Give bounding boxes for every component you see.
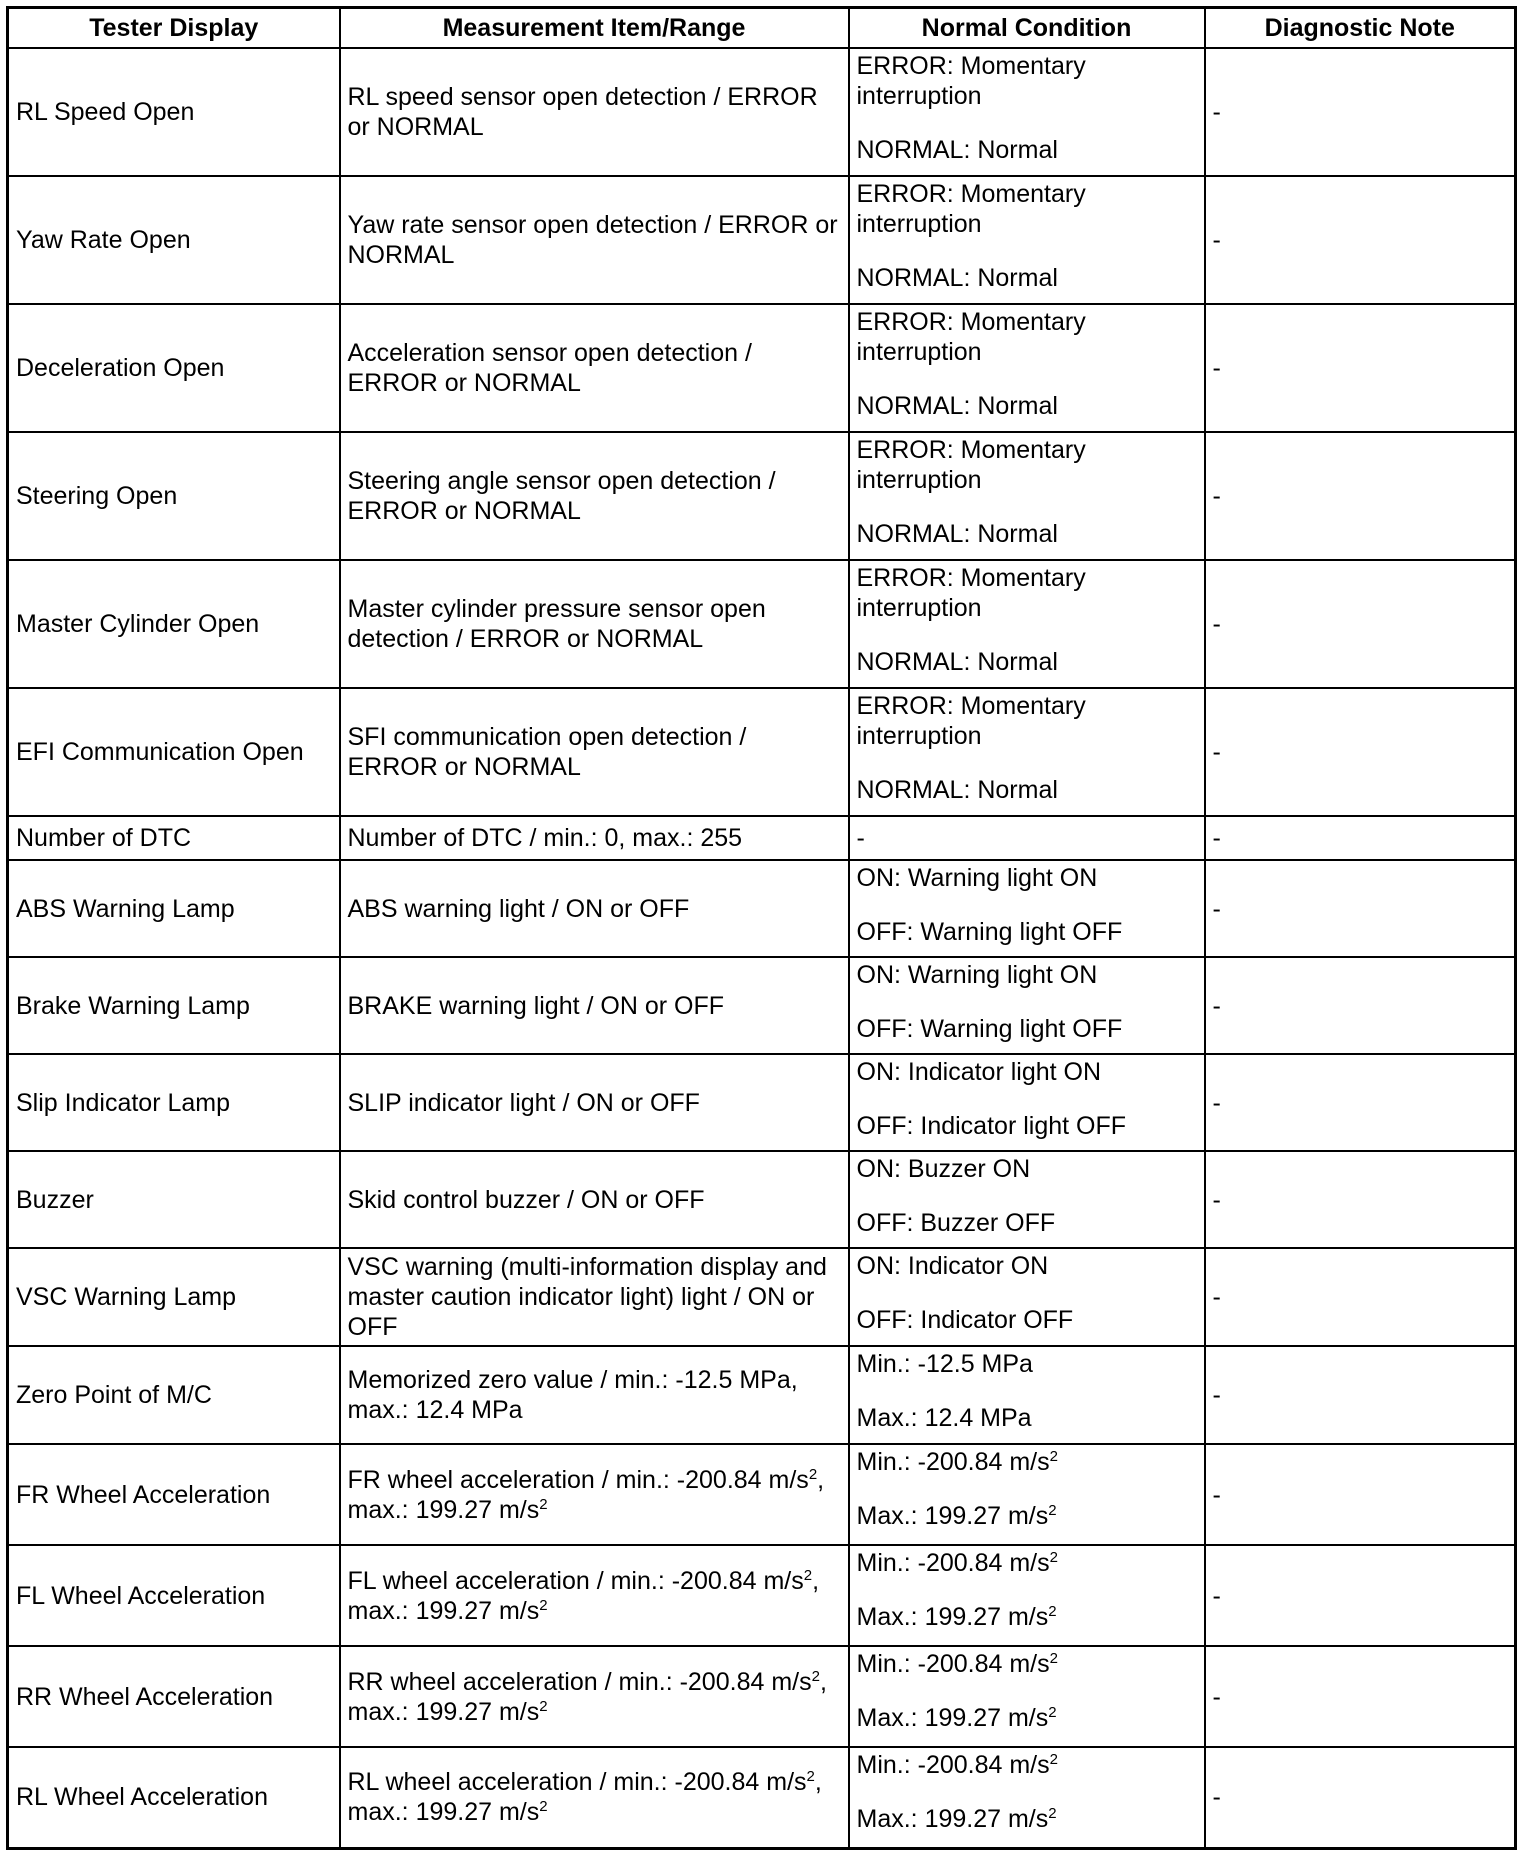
normal-condition-cell (849, 560, 1205, 688)
diagnostic-note-cell: - (1205, 1545, 1516, 1646)
diagnostic-note-cell: - (1205, 560, 1516, 688)
diagnostic-note-cell: - (1205, 1747, 1516, 1848)
normal-condition-cell (849, 1054, 1205, 1151)
table-row (8, 1747, 1516, 1848)
tester-display-cell: Slip Indicator Lamp (8, 1054, 340, 1151)
normal-condition-cell (849, 176, 1205, 304)
measurement-item-cell: Number of DTC / min.: 0, max.: 255 (340, 816, 849, 860)
measurement-item-cell: RL wheel acceleration / min.: -200.84 $m/s^2$, max.: 199.27 $m/s^2$ (340, 1747, 849, 1848)
condition-line: ON: Buzzer ON (856, 1155, 1031, 1183)
tester-display-cell: FR Wheel Acceleration (8, 1444, 340, 1545)
table-row (8, 688, 1516, 816)
tester-display-cell: Deceleration Open (8, 304, 340, 432)
measurement-item-cell: Skid control buzzer / ON or OFF (340, 1151, 849, 1248)
condition-line: ERROR: Momentary interruption (856, 52, 1086, 110)
diagnostic-note-cell: - (1205, 860, 1516, 957)
table-row (8, 1054, 1516, 1151)
table-row (8, 1646, 1516, 1747)
normal-condition-cell (849, 48, 1205, 176)
condition-line: NORMAL: Normal (856, 776, 1058, 804)
tester-display-cell: VSC Warning Lamp (8, 1248, 340, 1346)
normal-condition-cell (849, 1444, 1205, 1545)
condition-line: ERROR: Momentary interruption (856, 564, 1086, 622)
measurement-item-cell: Master cylinder pressure sensor open detection / ERROR or NORMAL (340, 560, 849, 688)
measurement-item-cell: SFI communication open detection / ERROR or NORMAL (340, 688, 849, 816)
measurement-item-cell: VSC warning (multi-information display and master caution indicator light) light / ON or OFF (340, 1248, 849, 1346)
tester-display-cell: EFI Communication Open (8, 688, 340, 816)
diagnostic-note-cell: - (1205, 1054, 1516, 1151)
diagnostic-note-cell: - (1205, 1646, 1516, 1747)
condition-line: Min.: -12.5 MPa (856, 1350, 1033, 1378)
tester-display-cell: ABS Warning Lamp (8, 860, 340, 957)
diagnostic-note-cell: - (1205, 432, 1516, 560)
measurement-item-cell: Acceleration sensor open detection / ERROR or NORMAL (340, 304, 849, 432)
table-row (8, 860, 1516, 957)
condition-line: OFF: Indicator OFF (856, 1306, 1074, 1334)
condition-line: NORMAL: Normal (856, 520, 1058, 548)
data-list-table (6, 6, 1517, 1850)
condition-line: OFF: Indicator light OFF (856, 1112, 1127, 1140)
normal-condition-cell (849, 304, 1205, 432)
condition-line: ON: Warning light ON (856, 864, 1098, 892)
tester-display-cell: Zero Point of M/C (8, 1346, 340, 1444)
table-row (8, 816, 1516, 860)
normal-condition-cell (849, 860, 1205, 957)
diagnostic-note-cell: - (1205, 176, 1516, 304)
normal-condition-cell (849, 957, 1205, 1054)
normal-condition-cell (849, 1346, 1205, 1444)
table-row (8, 1346, 1516, 1444)
condition-line: Max.: 199.27 $m/s^2$ (856, 1502, 1057, 1530)
normal-condition-cell (849, 1747, 1205, 1848)
measurement-item-cell: RR wheel acceleration / min.: -200.84 $m/s^2$, max.: 199.27 $m/s^2$ (340, 1646, 849, 1747)
normal-condition-cell (849, 1545, 1205, 1646)
diagnostic-note-cell: - (1205, 1151, 1516, 1248)
condition-line: Min.: -200.84 $m/s^2$ (856, 1549, 1058, 1577)
tester-display-cell: FL Wheel Acceleration (8, 1545, 340, 1646)
measurement-item-cell: Memorized zero value / min.: -12.5 MPa, max.: 12.4 MPa (340, 1346, 849, 1444)
normal-condition-cell (849, 816, 1205, 860)
tester-display-cell: RR Wheel Acceleration (8, 1646, 340, 1747)
measurement-item-cell: BRAKE warning light / ON or OFF (340, 957, 849, 1054)
col-header-measurement-item: Measurement Item/Range (340, 8, 849, 49)
normal-condition-cell (849, 1151, 1205, 1248)
table-row (8, 1151, 1516, 1248)
diagnostic-note-cell: - (1205, 1346, 1516, 1444)
table-row (8, 48, 1516, 176)
tester-display-cell: Brake Warning Lamp (8, 957, 340, 1054)
condition-line: NORMAL: Normal (856, 264, 1058, 292)
tester-display-cell: RL Speed Open (8, 48, 340, 176)
measurement-item-cell: ABS warning light / ON or OFF (340, 860, 849, 957)
tester-display-cell: Yaw Rate Open (8, 176, 340, 304)
diagnostic-note-cell: - (1205, 48, 1516, 176)
condition-line: ON: Indicator light ON (856, 1058, 1102, 1086)
col-header-normal-condition: Normal Condition (849, 8, 1205, 49)
normal-condition-cell (849, 432, 1205, 560)
condition-line: ON: Indicator ON (856, 1252, 1049, 1280)
condition-line: Max.: 199.27 $m/s^2$ (856, 1704, 1057, 1732)
condition-line: Max.: 199.27 $m/s^2$ (856, 1805, 1057, 1833)
diagnostic-note-cell: - (1205, 304, 1516, 432)
condition-line: OFF: Buzzer OFF (856, 1209, 1056, 1237)
diagnostic-note-cell: - (1205, 688, 1516, 816)
table-row (8, 957, 1516, 1054)
condition-line: Min.: -200.84 $m/s^2$ (856, 1751, 1058, 1779)
condition-line: OFF: Warning light OFF (856, 918, 1123, 946)
table-row (8, 1444, 1516, 1545)
tester-display-cell: Master Cylinder Open (8, 560, 340, 688)
condition-line: Max.: 12.4 MPa (856, 1404, 1032, 1432)
tester-display-cell: Buzzer (8, 1151, 340, 1248)
table-row (8, 176, 1516, 304)
normal-condition-cell (849, 1248, 1205, 1346)
condition-line: Max.: 199.27 $m/s^2$ (856, 1603, 1057, 1631)
condition-line: ERROR: Momentary interruption (856, 692, 1086, 750)
condition-line: NORMAL: Normal (856, 392, 1058, 420)
tester-display-cell: Steering Open (8, 432, 340, 560)
table-row (8, 560, 1516, 688)
tester-display-cell: RL Wheel Acceleration (8, 1747, 340, 1848)
normal-condition-cell (849, 1646, 1205, 1747)
measurement-item-cell: Steering angle sensor open detection / ERROR or NORMAL (340, 432, 849, 560)
table-row (8, 1545, 1516, 1646)
table-row (8, 1248, 1516, 1346)
measurement-item-cell: RL speed sensor open detection / ERROR or NORMAL (340, 48, 849, 176)
col-header-tester-display: Tester Display (8, 8, 340, 49)
diagnostic-note-cell: - (1205, 1248, 1516, 1346)
tester-display-cell: Number of DTC (8, 816, 340, 860)
measurement-item-cell: Yaw rate sensor open detection / ERROR or NORMAL (340, 176, 849, 304)
measurement-item-cell: FL wheel acceleration / min.: -200.84 $m/s^2$, max.: 199.27 $m/s^2$ (340, 1545, 849, 1646)
condition-line: OFF: Warning light OFF (856, 1015, 1123, 1043)
condition-line: ERROR: Momentary interruption (856, 180, 1086, 238)
condition-line: NORMAL: Normal (856, 648, 1058, 676)
diagnostic-note-cell: - (1205, 816, 1516, 860)
table-row (8, 432, 1516, 560)
condition-line: - (856, 824, 865, 852)
col-header-diagnostic-note: Diagnostic Note (1205, 8, 1516, 49)
table-row (8, 304, 1516, 432)
diagnostic-note-cell: - (1205, 957, 1516, 1054)
measurement-item-cell: SLIP indicator light / ON or OFF (340, 1054, 849, 1151)
condition-line: Min.: -200.84 $m/s^2$ (856, 1650, 1058, 1678)
normal-condition-cell (849, 688, 1205, 816)
condition-line: Min.: -200.84 $m/s^2$ (856, 1448, 1058, 1476)
diagnostic-note-cell: - (1205, 1444, 1516, 1545)
condition-line: ERROR: Momentary interruption (856, 308, 1086, 366)
measurement-item-cell: FR wheel acceleration / min.: -200.84 $m/s^2$, max.: 199.27 $m/s^2$ (340, 1444, 849, 1545)
condition-line: ERROR: Momentary interruption (856, 436, 1086, 494)
condition-line: ON: Warning light ON (856, 961, 1098, 989)
condition-line: NORMAL: Normal (856, 136, 1058, 164)
header-row (8, 8, 1516, 49)
